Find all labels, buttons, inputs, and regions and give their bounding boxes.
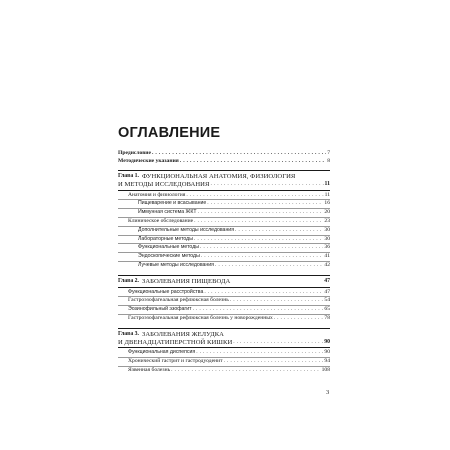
chapter-2 xyxy=(118,275,330,323)
dot-leader xyxy=(186,192,323,200)
toc-entry xyxy=(118,253,330,262)
chapter-items xyxy=(118,349,330,374)
chapter-page: 47 xyxy=(324,277,330,284)
toc-entry xyxy=(118,218,330,227)
dot-leader xyxy=(224,358,324,366)
dot-leader xyxy=(235,227,323,235)
toc-entry-title: Хронический гастрит и гастродуоденит xyxy=(128,358,223,365)
toc-entry xyxy=(118,306,330,315)
toc-entry-title: Язвенная болезнь xyxy=(128,366,171,373)
toc-entry-title: Клиническое обследование xyxy=(128,217,194,224)
toc-entry-page: 65 xyxy=(324,306,330,313)
chapter-heading xyxy=(118,275,330,288)
chapter-items xyxy=(118,289,330,323)
chapter-title-line1: ЗАБОЛЕВАНИЯ ЖЕЛУДКА xyxy=(142,330,224,338)
chapter-title-line2: И МЕТОДЫ ИССЛЕДОВАНИЯ xyxy=(118,180,210,188)
chapter-number: Глава 2. xyxy=(118,277,140,284)
toc-entry-page: 78 xyxy=(324,314,330,321)
chapter-heading xyxy=(118,170,330,191)
toc-entry-title: Лабораторные методы xyxy=(138,235,193,242)
toc-entry-page: 11 xyxy=(324,191,330,198)
toc-entry-page: 94 xyxy=(324,358,330,365)
dot-leader xyxy=(194,218,323,226)
toc-entry xyxy=(118,209,330,218)
dot-leader xyxy=(215,262,323,270)
dot-leader xyxy=(201,253,324,261)
chapter-page: 90 xyxy=(324,338,330,345)
toc-entry-title: Пищеварение и всасывание xyxy=(138,200,207,207)
toc-entry-preface xyxy=(118,150,330,158)
toc-entry-title: Дополнительные методы исследования xyxy=(138,226,235,233)
front-matter-list xyxy=(118,150,330,166)
toc-entry xyxy=(118,358,330,367)
toc-entry-page: 7 xyxy=(327,150,330,156)
toc-entry xyxy=(118,297,330,306)
toc-entry-title: Анатомия и физиология xyxy=(128,191,186,198)
toc-entry-title: Предисловие xyxy=(118,150,151,156)
toc-entry xyxy=(118,315,330,323)
toc-entry-title: Функциональные расстройства xyxy=(128,288,204,295)
toc-entry-page: 30 xyxy=(324,226,330,233)
dot-leader xyxy=(171,367,320,375)
dot-leader xyxy=(204,289,323,297)
toc-entry xyxy=(118,244,330,253)
toc-entry-page: 8 xyxy=(327,157,330,164)
dot-leader xyxy=(193,306,324,314)
toc-entry-page: 108 xyxy=(321,366,330,373)
chapter-1 xyxy=(118,170,330,270)
toc-entry-title: Методические указания xyxy=(118,157,179,164)
toc-entry-title: Гастроэзофагеальная рефлюксная болезнь xyxy=(128,297,229,304)
toc-entry xyxy=(118,262,330,270)
toc-entry xyxy=(118,200,330,209)
chapter-title-line2: И ДВЕНАДЦАТИПЕРСТНОЙ КИШКИ xyxy=(118,338,233,346)
chapter-list xyxy=(118,168,330,375)
dot-leader xyxy=(196,349,323,357)
toc-entry-title: Эндоскопические методы xyxy=(138,253,200,260)
dot-leader xyxy=(198,209,324,217)
toc-entry xyxy=(118,227,330,236)
chapter-number: Глава 3. xyxy=(118,330,140,337)
dot-leader xyxy=(180,158,326,166)
toc-entry-title: Функциональная диспепсия xyxy=(128,349,196,356)
toc-entry-page: 41 xyxy=(324,253,330,260)
toc-entry-page: 30 xyxy=(324,235,330,242)
chapter-number: Глава 1. xyxy=(118,173,140,179)
chapter-3 xyxy=(118,328,330,375)
chapter-heading xyxy=(118,328,330,349)
dot-leader xyxy=(210,181,323,189)
toc-entry-page: 54 xyxy=(324,297,330,304)
toc-entry-title: Иммунная система ЖКТ xyxy=(138,209,197,216)
toc-entry-title: Гастроэзофагеальная рефлюксная болезнь у новорожденных xyxy=(128,314,273,321)
toc-entry-page: 20 xyxy=(324,209,330,216)
dot-leader xyxy=(233,339,323,347)
toc-entry-page: 16 xyxy=(324,200,330,207)
toc-entry-page: 23 xyxy=(324,217,330,224)
toc-entry xyxy=(118,349,330,358)
page-title: ОГЛАВЛЕНИЕ xyxy=(118,125,221,141)
toc-entry-title: Эозинофильный эзофагит xyxy=(128,306,192,313)
toc-entry-page: 47 xyxy=(324,288,330,295)
toc-entry xyxy=(118,236,330,245)
toc-entry xyxy=(118,192,330,201)
dot-leader xyxy=(200,244,323,252)
toc-entry-page: 42 xyxy=(324,261,330,268)
toc-entry xyxy=(118,367,330,375)
chapter-items xyxy=(118,192,330,270)
toc-entry-title: Лучевые методы исследования xyxy=(138,261,214,268)
dot-leader xyxy=(152,150,326,158)
chapter-title-line1: ФУНКЦИОНАЛЬНАЯ АНАТОМИЯ, ФИЗИОЛОГИЯ xyxy=(142,173,296,180)
page-number: 3 xyxy=(326,389,330,396)
toc-entry-guidelines xyxy=(118,158,330,166)
dot-leader xyxy=(230,297,324,305)
dot-leader xyxy=(194,236,323,244)
toc-entry-title: Функциональные методы xyxy=(138,244,199,251)
toc-entry-page: 90 xyxy=(324,349,330,356)
dot-leader xyxy=(207,200,323,208)
chapter-page: 11 xyxy=(324,180,330,187)
chapter-title-line1: ЗАБОЛЕВАНИЯ ПИЩЕВОДА xyxy=(142,277,231,285)
dot-leader xyxy=(274,315,324,323)
toc-entry-page: 36 xyxy=(324,244,330,251)
